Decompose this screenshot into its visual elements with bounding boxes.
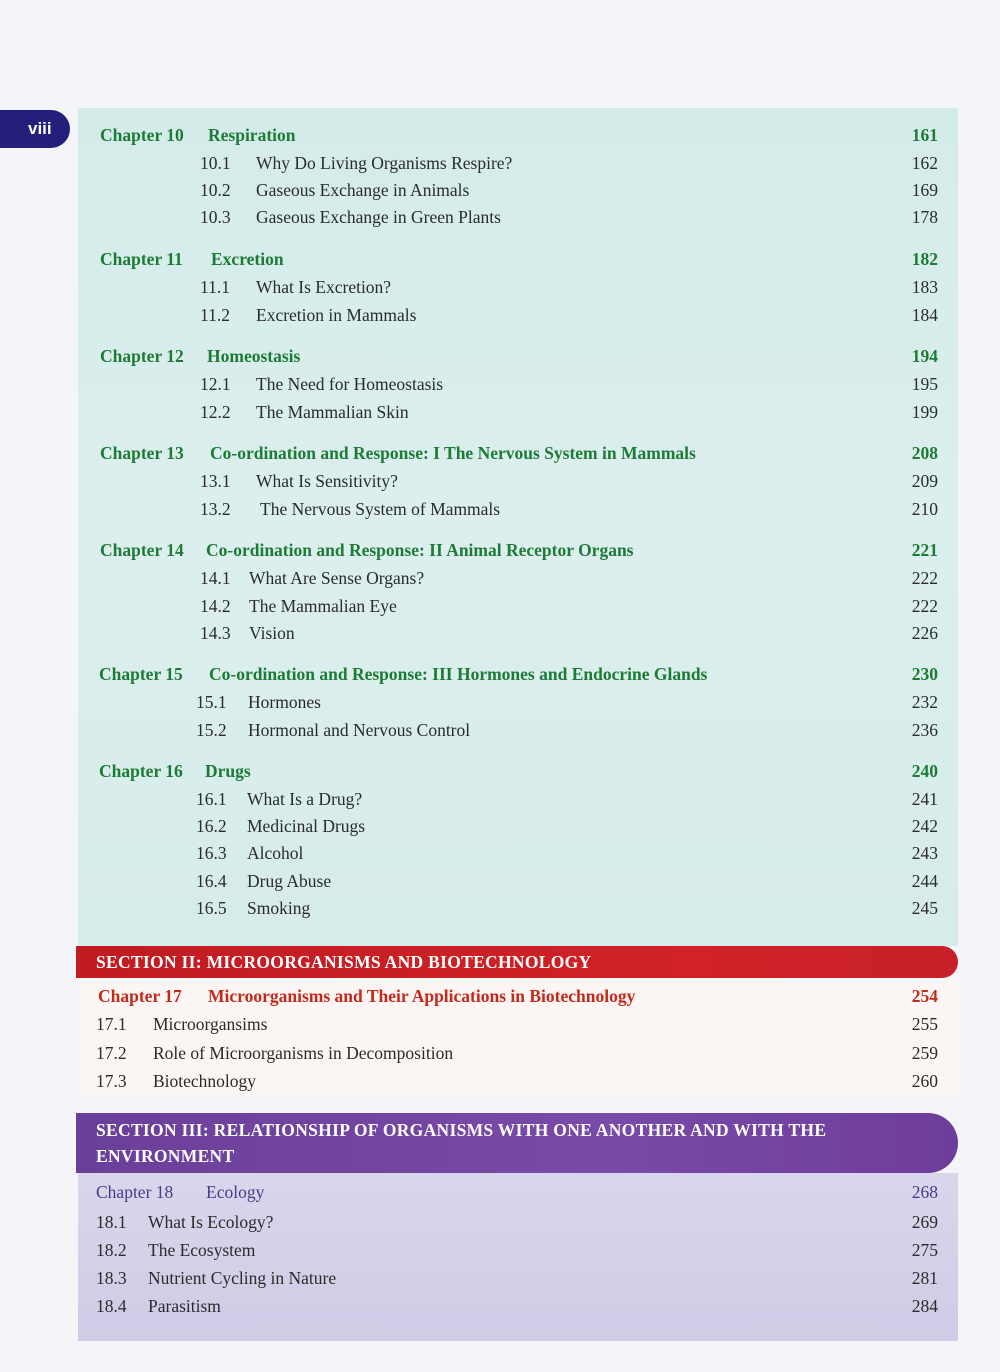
section-number: 13.1 [200, 471, 231, 491]
chapter-page: 254 [911, 986, 938, 1006]
toc-section-16-3[interactable] [78, 840, 958, 866]
section-number: 18.2 [96, 1240, 127, 1260]
toc-chapter-18[interactable] [78, 1179, 958, 1205]
chapter-page: 208 [911, 443, 938, 463]
chapter-page: 240 [911, 761, 938, 781]
toc-chapter-16[interactable] [78, 758, 958, 784]
section-number: 12.1 [200, 374, 231, 394]
section-number: 17.3 [96, 1071, 127, 1091]
section-number: 15.2 [196, 720, 227, 740]
toc-section-16-1[interactable] [78, 786, 958, 812]
section-title: Gaseous Exchange in Animals [256, 180, 470, 200]
section-title: Why Do Living Organisms Respire? [256, 153, 513, 173]
section-page: 281 [911, 1268, 938, 1288]
section-title: The Mammalian Eye [249, 596, 397, 616]
toc-section-16-2[interactable] [78, 813, 958, 839]
chapter-page: 268 [911, 1182, 938, 1202]
chapter-title: Drugs [205, 761, 251, 781]
chapter-label: Chapter 11 [100, 249, 183, 269]
chapter-title: Ecology [206, 1182, 265, 1202]
chapter-title: Homeostasis [207, 346, 301, 366]
chapter-page: 230 [911, 664, 938, 684]
section-number: 10.2 [200, 180, 231, 200]
section-title: Role of Microorganisms in Decomposition [153, 1043, 454, 1063]
chapter-title: Microorganisms and Their Applications in Biotechnology [208, 986, 636, 1006]
section-title: What Is Excretion? [256, 277, 392, 297]
section-title: Alcohol [247, 843, 304, 863]
toc-section-12-2[interactable] [78, 399, 958, 425]
section-number: 17.1 [96, 1014, 127, 1034]
section-title: Nutrient Cycling in Nature [148, 1268, 337, 1288]
toc-chapter-15[interactable] [78, 661, 958, 687]
section-title: What Is a Drug? [247, 789, 363, 809]
chapter-label: Chapter 18 [96, 1182, 174, 1202]
section-title: Biotechnology [153, 1071, 257, 1091]
toc-section-18-3[interactable] [78, 1265, 958, 1291]
toc-section-14-3[interactable] [78, 620, 958, 646]
section-number: 16.2 [196, 816, 227, 836]
section-page: 210 [911, 499, 938, 519]
section-page: 260 [911, 1071, 938, 1091]
toc-section-14-2[interactable] [78, 593, 958, 619]
chapter-label: Chapter 12 [100, 346, 184, 366]
section-title: The Need for Homeostasis [256, 374, 444, 394]
chapter-label: Chapter 14 [100, 540, 184, 560]
section-number: 11.2 [200, 305, 230, 325]
section-number: 11.1 [200, 277, 230, 297]
section-page: 169 [911, 180, 938, 200]
toc-section-15-1[interactable] [78, 689, 958, 715]
section-page: 199 [911, 402, 938, 422]
section-page: 241 [911, 789, 938, 809]
toc-section-18-4[interactable] [78, 1293, 958, 1319]
section-title: Excretion in Mammals [256, 305, 417, 325]
section-number: 13.2 [200, 499, 231, 519]
toc-section-18-2[interactable] [78, 1237, 958, 1263]
section-page: 245 [911, 898, 938, 918]
section-title: Parasitism [148, 1296, 221, 1316]
section-number: 14.3 [200, 623, 231, 643]
section-title: Smoking [247, 898, 311, 918]
section-page: 232 [911, 692, 938, 712]
chapter-label: Chapter 16 [99, 761, 183, 781]
section-page: 222 [911, 596, 938, 616]
section-title: Hormonal and Nervous Control [248, 720, 471, 740]
chapter-page: 182 [911, 249, 938, 269]
toc-section-11-2[interactable] [78, 302, 958, 328]
section-number: 10.1 [200, 153, 231, 173]
toc-section-13-2[interactable] [78, 496, 958, 522]
chapter-label: Chapter 13 [100, 443, 184, 463]
section-number: 18.1 [96, 1212, 127, 1232]
section-number: 15.1 [196, 692, 227, 712]
toc-section-10-1[interactable] [78, 150, 958, 176]
chapter-page: 221 [911, 540, 938, 560]
chapter-title: Excretion [211, 249, 284, 269]
toc-section-11-1[interactable] [78, 274, 958, 300]
section-title: The Ecosystem [148, 1240, 256, 1260]
toc-section-16-5[interactable] [78, 895, 958, 921]
section-page: 255 [911, 1014, 938, 1034]
toc-section-14-1[interactable] [78, 565, 958, 591]
toc-section-13-1[interactable] [78, 468, 958, 494]
section-title: Microorgansims [153, 1014, 268, 1034]
section-title: The Mammalian Skin [256, 402, 409, 422]
section-page: 244 [911, 871, 938, 891]
chapter-label: Chapter 10 [100, 125, 184, 145]
section-title: Drug Abuse [247, 871, 332, 891]
section-page: 226 [911, 623, 938, 643]
section-number: 12.2 [200, 402, 231, 422]
section-title: Vision [249, 623, 295, 643]
chapter-label: Chapter 15 [99, 664, 183, 684]
section-page: 183 [911, 277, 938, 297]
section-number: 14.2 [200, 596, 231, 616]
section-page: 209 [911, 471, 938, 491]
section-page: 269 [911, 1212, 938, 1232]
section-title: Hormones [248, 692, 321, 712]
toc-section-17-3[interactable] [78, 1068, 958, 1094]
chapter-page: 161 [911, 125, 938, 145]
toc-section-10-3[interactable] [78, 204, 958, 230]
toc-chapter-14[interactable] [78, 537, 958, 563]
section-title: What Is Sensitivity? [256, 471, 398, 491]
section-title: The Nervous System of Mammals [260, 499, 501, 519]
section-title: Gaseous Exchange in Green Plants [256, 207, 501, 227]
toc-section-10-2[interactable] [78, 177, 958, 203]
toc-section-18-1[interactable] [78, 1209, 958, 1235]
section-number: 10.3 [200, 207, 231, 227]
section-page: 243 [911, 843, 938, 863]
section-page: 222 [911, 568, 938, 588]
chapter-title: Co-ordination and Response: III Hormones and Endocrine Glands [209, 664, 708, 684]
section-number: 16.3 [196, 843, 227, 863]
section-page: 184 [911, 305, 938, 325]
section-number: 14.1 [200, 568, 231, 588]
section-page: 195 [911, 374, 938, 394]
section-page: 275 [911, 1240, 938, 1260]
section-page: 284 [911, 1296, 938, 1316]
section-title: Medicinal Drugs [247, 816, 366, 836]
chapter-page: 194 [911, 346, 938, 366]
toc-chapter-11[interactable] [78, 246, 958, 272]
toc-chapter-17[interactable] [78, 983, 958, 1009]
section-number: 16.5 [196, 898, 227, 918]
section-ii-banner: SECTION II: MICROORGANISMS AND BIOTECHNOLOGY [76, 946, 958, 978]
section-title: What Is Ecology? [148, 1212, 274, 1232]
section-title: What Are Sense Organs? [249, 568, 425, 588]
section-number: 18.3 [96, 1268, 127, 1288]
chapter-title: Co-ordination and Response: II Animal Receptor Organs [206, 540, 634, 560]
chapter-title: Respiration [208, 125, 296, 145]
chapter-label: Chapter 17 [98, 986, 182, 1006]
section-number: 17.2 [96, 1043, 127, 1063]
section-number: 16.4 [196, 871, 227, 891]
toc-section-16-4[interactable] [78, 868, 958, 894]
chapter-title: Co-ordination and Response: I The Nervous System in Mammals [210, 443, 696, 463]
section-page: 242 [911, 816, 938, 836]
toc-section-15-2[interactable] [78, 717, 958, 743]
page-number-tab: viii [0, 110, 70, 148]
section-page: 259 [911, 1043, 938, 1063]
section-number: 18.4 [96, 1296, 127, 1316]
toc-chapter-12[interactable] [78, 343, 958, 369]
toc-chapter-10[interactable] [78, 122, 958, 148]
section-iii-banner: SECTION III: RELATIONSHIP OF ORGANISMS WITH ONE ANOTHER AND WITH THE ENVIRONMENT [76, 1113, 958, 1173]
section-page: 236 [911, 720, 938, 740]
section-page: 178 [911, 207, 938, 227]
toc-section-17-2[interactable] [78, 1040, 958, 1066]
section-page: 162 [911, 153, 938, 173]
section-number: 16.1 [196, 789, 227, 809]
toc-chapter-13[interactable] [78, 440, 958, 466]
toc-section-17-1[interactable] [78, 1011, 958, 1037]
toc-section-12-1[interactable] [78, 371, 958, 397]
